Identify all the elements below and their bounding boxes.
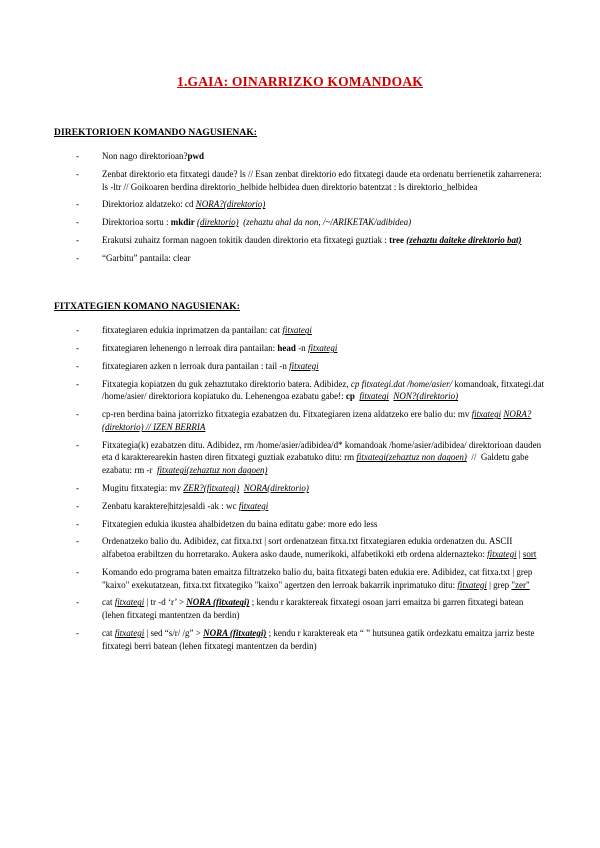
list-item-text: Zenbatu karaktere|hitz|esaldi -ak : wc fitxategi	[102, 500, 269, 511]
list-item	[76, 439, 546, 477]
list-item-text: Fitxategia kopiatzen du guk zehaztutako direktorio batera. Adibidez, cp fitxategi.dat /home/asier/ komandoak, fitxategi.dat /home/asier/ direktoriora kopiatuko du. Lehenengoa ezabatu gabe!: cp fitxategi NON?(direktorio)	[102, 378, 545, 402]
list-item-text: Mugitu fitxategia: mv ZER?(fitxategi) NORA(direktorio)	[102, 483, 309, 494]
list-item-text: cat fitxategi | tr -d ‘r’ > NORA (fitxategi) ; kendu r karaktereak fitxategi osoan jarri emaitza bi garren fitxategi batean (lehen fitxategi mantentzen da berdin)	[102, 597, 524, 621]
list-item	[76, 150, 546, 163]
command-list-files	[54, 324, 546, 652]
list-item	[76, 518, 546, 531]
list-item-text: Fitxategien edukia ikustea ahalbidetzen du baina editatu gabe: more edo less	[102, 518, 378, 529]
list-item-text: Non nago direktorioan?pwd	[102, 151, 204, 161]
list-item-text: cp-ren berdina baina jatorrizko fitxategia ezabatzen du. Fitxategiaren izena aldatzeko ere balio du: mv fitxategi NORA?(direktorio) // IZEN BERRIA	[102, 409, 532, 432]
section-directorioen-komandoak	[54, 128, 546, 264]
list-item-text: Komando edo programa baten emaitza filtratzeko balio du, baita fitxategi baten edukia ere. Adibidez, cat fitxa.txt | grep "kaixo" exekutatzean, fitxa.txt fitxategiko "kaixo" agertzen den lerroak bakarrik inprimatuko ditu: fitxategi | grep "zer"	[102, 566, 533, 590]
list-item-text: “Garbitu” pantaila: clear	[102, 252, 191, 263]
list-item	[76, 500, 546, 513]
list-item-text: Direktorioz aldatzeko: cd NORA?(direktorio)	[102, 199, 266, 210]
section-heading: DIREKTORIOEN KOMANDO NAGUSIENAK:	[54, 128, 258, 138]
list-item	[76, 216, 546, 229]
list-item-text: fitxategiaren edukia inprimatzen da pantailan: cat fitxategi	[102, 325, 312, 336]
list-item	[76, 408, 546, 434]
section-fitxategien-komandoak	[54, 302, 546, 652]
list-item	[76, 482, 546, 495]
list-item-text: Ordenatzeko balio du. Adibidez, cat fitxa.txt | sort ordenatzean fitxa.txt fitxategiaren edukia ordenatzen du. ASCII alfabetoa erabiltzen du horretarako. Aukera asko daude, numerikoki, alfabetikoki etb ordena aldernazteko: fitxategi | sort	[102, 536, 537, 560]
list-item	[76, 535, 546, 561]
list-item	[76, 252, 546, 265]
list-item	[76, 627, 546, 653]
section-heading: FITXATEGIEN KOMANO NAGUSIENAK:	[54, 302, 240, 313]
list-item	[76, 566, 546, 592]
list-item	[76, 360, 546, 373]
command-list-directories	[54, 150, 546, 264]
list-item-text: fitxategiaren azken n lerroak dura pantailan : tail -n fitxategi	[102, 360, 319, 371]
list-item	[76, 378, 546, 404]
list-item-text: cat fitxategi | sed “s/r/ /g” > NORA (fitxategi) ; kendu r karaktereak eta “ ” hutsunea gatik ordezkatu emaitza jarriz beste fitxategi berri batean (lehen fitxategi mantentzen da berdin)	[102, 627, 535, 651]
page-title: 1.GAIA: OINARRIZKO KOMANDOAK	[177, 74, 423, 89]
list-item	[76, 234, 546, 247]
list-item	[76, 324, 546, 337]
list-item	[76, 198, 546, 211]
list-item	[76, 168, 546, 194]
list-item-text: Erakutsi zuhaitz forman nagoen tokitik dauden direktorio eta fitxategi guztiak : tree (zehaztu daiteke direktorio bat)	[102, 234, 522, 245]
list-item-text: fitxategiaren lehenengo n lerroak dira pantailan: head -n fitxategi	[102, 343, 338, 354]
list-item-text: Direktorioa sortu : mkdir (direktorio) (zehaztu ahal da non, /~/ARIKETAK/adibidea)	[102, 217, 412, 228]
list-item	[76, 342, 546, 355]
list-item-text: Fitxategia(k) ezabatzen ditu. Adibidez, rm /home/asier/adibidea/d* komandoak /home/asier/adibidea/ direktorioan dauden eta d karakterearekin hasten diren fitxategi guztiak ezabatuko ditu: rm fitxategi(zehaztuz non dagoen) // Galdetu gabe ezabatu: rm -r fitxategi(zehaztuz non dagoen)	[102, 439, 542, 476]
list-item	[76, 596, 546, 622]
list-item-text: Zenbat direktorio eta fitxategi daude? ls // Esan zenbat direktorio edo fitxategi daude eta ordenatu berrienetik zaharrenera: ls -ltr // Goikoaren berdina direktorio_helbide helbidea duen direktorio batentzat : ls direktorio_helbidea	[102, 168, 542, 192]
